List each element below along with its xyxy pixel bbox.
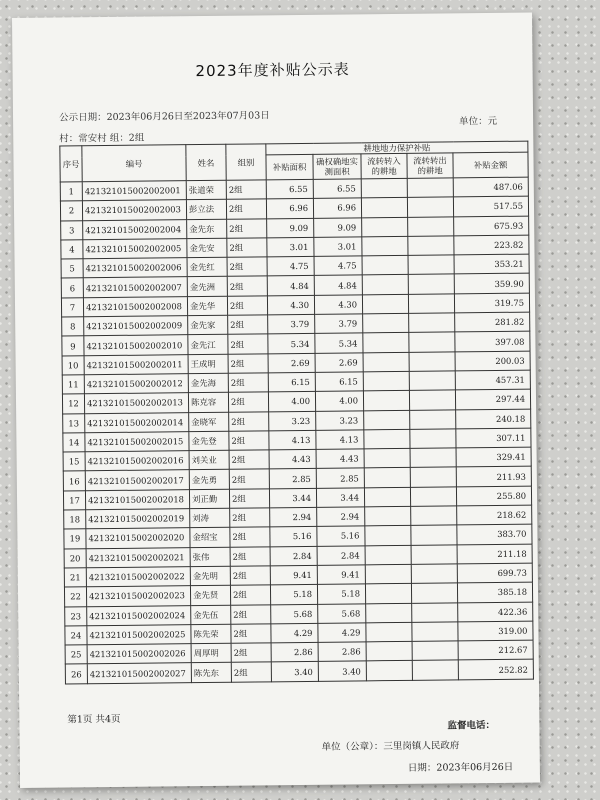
cell-name: 金先东 [187, 219, 227, 239]
cell-amount: 353.21 [454, 254, 529, 274]
cell-area: 4.00 [268, 392, 315, 412]
cell-amount: 297.44 [455, 389, 530, 409]
cell-measured: 3.23 [316, 410, 364, 430]
cell-transfer-in [366, 603, 412, 623]
cell-transfer-in [362, 294, 408, 314]
cell-no: 26 [65, 664, 87, 684]
cell-area: 4.30 [267, 295, 314, 315]
cell-group: 2组 [229, 469, 269, 489]
cell-no: 13 [63, 413, 85, 433]
cell-name: 陈先荣 [191, 624, 231, 644]
cell-amount: 223.82 [454, 235, 529, 255]
cell-transfer-out [408, 236, 454, 256]
cell-transfer-out [407, 197, 453, 217]
cell-amount: 319.75 [454, 293, 529, 313]
cell-measured: 4.75 [314, 256, 362, 276]
cell-measured: 6.96 [313, 198, 361, 218]
header-amount: 补贴金额 [453, 152, 528, 178]
cell-name: 金先伍 [191, 605, 231, 625]
cell-measured: 4.43 [316, 449, 364, 469]
cell-transfer-out [408, 274, 454, 294]
cell-name: 彭立法 [186, 200, 226, 220]
cell-name: 周厚明 [191, 643, 231, 663]
cell-no: 12 [62, 394, 84, 414]
cell-group: 2组 [229, 431, 269, 451]
cell-id: 421321015002002001 [82, 181, 186, 201]
cell-transfer-out [412, 660, 458, 680]
cell-no: 3 [61, 220, 83, 240]
cell-no: 6 [61, 278, 83, 298]
cell-measured: 3.44 [316, 488, 364, 508]
cell-measured: 6.15 [315, 372, 363, 392]
cell-amount: 319.00 [458, 621, 533, 641]
cell-transfer-in [365, 545, 411, 565]
cell-measured: 3.40 [318, 661, 366, 681]
cell-amount: 240.18 [456, 409, 531, 429]
cell-measured: 3.79 [315, 314, 363, 334]
cell-name: 金先贤 [190, 585, 230, 605]
cell-amount: 675.93 [454, 216, 529, 236]
cell-group: 2组 [228, 334, 268, 354]
cell-id: 421321015002002027 [87, 663, 191, 683]
cell-name: 张伟 [190, 547, 230, 567]
cell-transfer-in [362, 217, 408, 237]
cell-measured: 2.84 [317, 545, 365, 565]
cell-area: 6.55 [266, 179, 313, 199]
cell-no: 25 [65, 645, 87, 665]
cell-area: 2.69 [268, 353, 315, 373]
cell-transfer-out [408, 294, 454, 314]
page-counter: 第1页 共4页 [67, 713, 121, 726]
cell-transfer-in [366, 622, 412, 642]
cell-measured: 2.85 [316, 468, 364, 488]
cell-area: 9.09 [267, 218, 314, 238]
cell-group: 2组 [227, 257, 267, 277]
cell-name: 陈克容 [188, 393, 228, 413]
cell-id: 421321015002002021 [86, 547, 190, 567]
cell-name: 张道荣 [186, 180, 226, 200]
cell-transfer-in [362, 256, 408, 276]
cell-no: 24 [65, 626, 87, 646]
cell-name: 金先安 [187, 238, 227, 258]
cell-amount: 397.08 [455, 331, 530, 351]
cell-name: 金先家 [188, 315, 228, 335]
publish-date: 公示日期：2023年06月26日至2023年07月03日 [58, 110, 270, 124]
cell-measured: 4.84 [314, 275, 362, 295]
cell-area: 2.84 [270, 546, 317, 566]
cell-no: 2 [60, 201, 82, 221]
cell-id: 421321015002002011 [84, 354, 188, 374]
cell-no: 7 [61, 298, 83, 318]
cell-transfer-out [412, 641, 458, 661]
cell-name: 刘关业 [189, 450, 229, 470]
cell-transfer-in [365, 526, 411, 546]
cell-name: 金先明 [190, 566, 230, 586]
header-id: 编号 [82, 145, 186, 182]
cell-group: 2组 [230, 508, 270, 528]
cell-transfer-out [410, 448, 456, 468]
cell-amount: 699.73 [457, 563, 532, 583]
cell-no: 1 [60, 182, 82, 202]
cell-transfer-out [409, 352, 455, 372]
cell-no: 16 [63, 471, 85, 491]
cell-transfer-out [411, 525, 457, 545]
cell-transfer-in [364, 449, 410, 469]
cell-name: 金先海 [188, 373, 228, 393]
cell-transfer-out [412, 602, 458, 622]
cell-id: 421321015002002023 [86, 586, 190, 606]
cell-transfer-out [408, 216, 454, 236]
cell-name: 金绍宝 [190, 528, 230, 548]
cell-id: 421321015002002010 [84, 335, 188, 355]
cell-amount: 422.36 [458, 602, 533, 622]
cell-transfer-in [363, 333, 409, 353]
cell-transfer-out [411, 583, 457, 603]
cell-name: 金先华 [187, 296, 227, 316]
cell-id: 421321015002002009 [84, 316, 188, 336]
cell-transfer-in [365, 564, 411, 584]
village-group: 村：常安村 组：2组 [59, 132, 145, 145]
cell-transfer-out [412, 622, 458, 642]
cell-amount: 281.82 [455, 312, 530, 332]
cell-measured: 4.00 [315, 391, 363, 411]
cell-measured: 5.34 [315, 333, 363, 353]
cell-no: 21 [64, 568, 86, 588]
header-group: 组别 [226, 144, 266, 180]
cell-group: 2组 [227, 238, 267, 258]
cell-name: 刘涛 [190, 508, 230, 528]
currency-unit: 单位：元 [459, 115, 498, 128]
cell-group: 2组 [226, 199, 266, 219]
cell-no: 14 [63, 433, 85, 453]
cell-area: 4.43 [269, 449, 316, 469]
cell-group: 2组 [230, 585, 270, 605]
cell-id: 421321015002002013 [84, 393, 188, 413]
cell-no: 17 [63, 491, 85, 511]
cell-name: 王成明 [188, 354, 228, 374]
cell-id: 421321015002002006 [83, 258, 187, 278]
cell-group: 2组 [228, 315, 268, 335]
cell-transfer-out [410, 429, 456, 449]
cell-transfer-in [364, 487, 410, 507]
cell-group: 2组 [227, 276, 267, 296]
cell-group: 2组 [230, 527, 270, 547]
cell-no: 4 [61, 240, 83, 260]
cell-id: 421321015002002012 [84, 374, 188, 394]
cell-group: 2组 [231, 643, 271, 663]
cell-measured: 2.86 [318, 642, 366, 662]
cell-id: 421321015002002025 [87, 624, 191, 644]
cell-no: 19 [64, 529, 86, 549]
notice-sheet [12, 13, 540, 788]
header-name: 姓名 [186, 144, 226, 180]
table-body [60, 177, 533, 684]
cell-transfer-in [365, 506, 411, 526]
cell-transfer-in [365, 584, 411, 604]
cell-transfer-in [366, 641, 412, 661]
cell-measured: 2.69 [315, 353, 363, 373]
cell-name: 金晓军 [189, 412, 229, 432]
cell-amount: 255.80 [456, 486, 531, 506]
cell-amount: 211.18 [457, 544, 532, 564]
header-measured: 确权确地实测面积 [313, 154, 361, 180]
table-row [65, 659, 533, 683]
cell-group: 2组 [229, 411, 269, 431]
cell-no: 8 [62, 317, 84, 337]
cell-group: 2组 [227, 218, 267, 238]
cell-group: 2组 [228, 392, 268, 412]
cell-measured: 2.94 [317, 507, 365, 527]
cell-group: 2组 [231, 604, 271, 624]
cell-amount: 212.67 [458, 640, 533, 660]
cell-transfer-out [407, 178, 453, 198]
cell-transfer-in [366, 661, 412, 681]
cell-measured: 5.16 [317, 526, 365, 546]
cell-transfer-in [364, 468, 410, 488]
cell-transfer-in [362, 236, 408, 256]
cell-amount: 487.06 [453, 177, 528, 197]
page-title: 2023年度补贴公示表 [195, 60, 350, 81]
cell-transfer-in [363, 313, 409, 333]
cell-transfer-in [362, 275, 408, 295]
cell-id: 421321015002002004 [83, 219, 187, 239]
cell-amount: 211.93 [456, 467, 531, 487]
header-transfer-out: 流转转出的耕地 [407, 153, 453, 178]
cell-measured: 6.55 [313, 179, 361, 199]
cell-area: 5.16 [270, 527, 317, 547]
cell-area: 4.84 [267, 276, 314, 296]
cell-area: 6.96 [266, 199, 313, 219]
issue-date: 日期：2023年06月26日 [407, 761, 514, 774]
cell-name: 金先江 [188, 335, 228, 355]
cell-transfer-out [411, 545, 457, 565]
cell-transfer-out [411, 564, 457, 584]
cell-measured: 4.29 [318, 623, 366, 643]
cell-id: 421321015002002019 [86, 509, 190, 529]
cell-group: 2组 [226, 180, 266, 200]
cell-transfer-out [409, 371, 455, 391]
cell-transfer-out [409, 332, 455, 352]
cell-area: 5.34 [268, 334, 315, 354]
cell-no: 18 [64, 510, 86, 530]
cell-measured: 4.13 [316, 430, 364, 450]
cell-area: 4.75 [267, 257, 314, 277]
cell-group: 2组 [227, 296, 267, 316]
cell-id: 421321015002002024 [87, 605, 191, 625]
cell-amount: 457.31 [455, 370, 530, 390]
cell-transfer-out [410, 487, 456, 507]
subsidy-table [59, 141, 534, 685]
header-subsidy-group: 耕地地力保护补贴 [266, 141, 528, 155]
cell-name: 金先登 [189, 431, 229, 451]
cell-area: 4.29 [271, 623, 318, 643]
cell-area: 9.41 [270, 565, 317, 585]
cell-name: 刘正勤 [189, 489, 229, 509]
cell-area: 3.01 [267, 237, 314, 257]
cell-no: 5 [61, 259, 83, 279]
cell-id: 421321015002002005 [83, 239, 187, 259]
cell-group: 2组 [230, 546, 270, 566]
cell-group: 2组 [228, 373, 268, 393]
header-transfer-in: 流转转入的耕地 [361, 153, 407, 178]
cell-id: 421321015002002003 [82, 200, 186, 220]
cell-amount: 517.55 [453, 196, 528, 216]
cell-transfer-in [361, 198, 407, 218]
cell-transfer-out [408, 255, 454, 275]
cell-area: 3.79 [268, 314, 315, 334]
header-no: 序号 [60, 146, 82, 182]
cell-name: 金先勇 [189, 470, 229, 490]
cell-area: 5.68 [271, 604, 318, 624]
cell-transfer-in [363, 371, 409, 391]
cell-name: 金先洲 [187, 277, 227, 297]
cell-measured: 5.18 [317, 584, 365, 604]
cell-amount: 385.18 [457, 582, 532, 602]
cell-id: 421321015002002022 [86, 567, 190, 587]
cell-area: 3.23 [269, 411, 316, 431]
cell-amount: 383.70 [457, 524, 532, 544]
cell-transfer-out [409, 390, 455, 410]
cell-amount: 218.62 [457, 505, 532, 525]
cell-area: 3.40 [271, 662, 318, 682]
cell-area: 4.13 [269, 430, 316, 450]
cell-amount: 359.90 [454, 274, 529, 294]
cell-measured: 9.41 [317, 565, 365, 585]
cell-no: 15 [63, 452, 85, 472]
cell-name: 陈先东 [191, 663, 231, 683]
cell-amount: 307.11 [456, 428, 531, 448]
cell-measured: 4.30 [314, 295, 362, 315]
cell-transfer-out [409, 313, 455, 333]
cell-measured: 9.09 [314, 217, 362, 237]
cell-name: 金先红 [187, 257, 227, 277]
cell-id: 421321015002002008 [83, 296, 187, 316]
cell-no: 9 [62, 336, 84, 356]
cell-transfer-out [411, 506, 457, 526]
cell-id: 421321015002002018 [85, 489, 189, 509]
cell-group: 2组 [229, 450, 269, 470]
cell-no: 22 [64, 587, 86, 607]
cell-no: 23 [65, 606, 87, 626]
cell-transfer-in [364, 429, 410, 449]
cell-no: 10 [62, 355, 84, 375]
header-area: 补贴面积 [266, 154, 313, 179]
cell-area: 2.85 [269, 469, 316, 489]
cell-group: 2组 [231, 662, 271, 682]
cell-no: 11 [62, 375, 84, 395]
cell-measured: 3.01 [314, 237, 362, 257]
issuing-unit: 单位（公章）：三里岗镇人民政府 [321, 740, 460, 753]
cell-amount: 329.41 [456, 447, 531, 467]
cell-transfer-in [363, 391, 409, 411]
cell-transfer-out [410, 467, 456, 487]
cell-area: 3.44 [269, 488, 316, 508]
cell-id: 421321015002002014 [85, 412, 189, 432]
cell-id: 421321015002002017 [85, 470, 189, 490]
cell-group: 2组 [231, 624, 271, 644]
cell-amount: 252.82 [458, 659, 533, 679]
cell-area: 6.15 [268, 372, 315, 392]
cell-measured: 5.68 [318, 603, 366, 623]
cell-no: 20 [64, 548, 86, 568]
cell-transfer-in [361, 178, 407, 198]
cell-area: 2.94 [270, 507, 317, 527]
cell-group: 2组 [230, 566, 270, 586]
cell-area: 5.18 [270, 585, 317, 605]
cell-area: 2.86 [271, 642, 318, 662]
cell-id: 421321015002002007 [83, 277, 187, 297]
cell-id: 421321015002002016 [85, 451, 189, 471]
cell-group: 2组 [228, 354, 268, 374]
cell-id: 421321015002002026 [87, 644, 191, 664]
cell-id: 421321015002002020 [86, 528, 190, 548]
cell-id: 421321015002002015 [85, 432, 189, 452]
supervision-phone: 监督电话： [447, 719, 496, 732]
cell-group: 2组 [229, 489, 269, 509]
cell-transfer-out [410, 409, 456, 429]
cell-transfer-in [363, 352, 409, 372]
cell-transfer-in [364, 410, 410, 430]
cell-amount: 200.03 [455, 351, 530, 371]
